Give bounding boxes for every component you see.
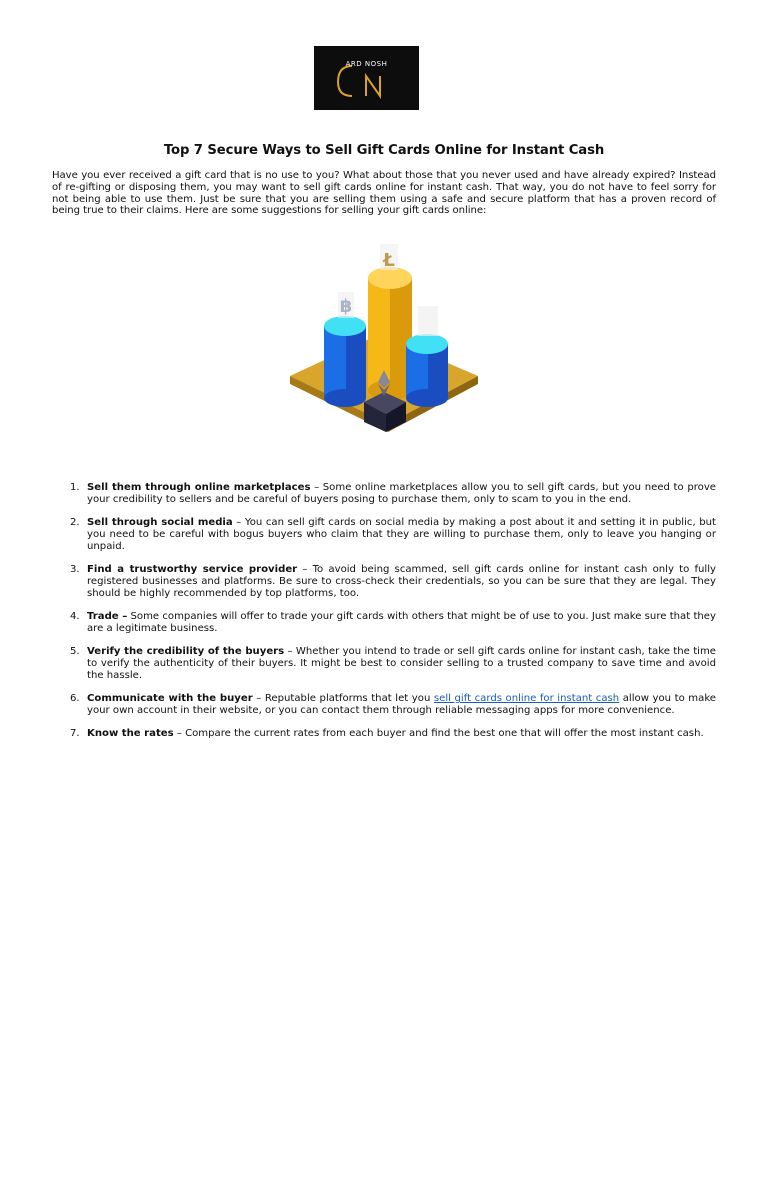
item-text: – Compare the current rates from each buyer and find the best one that will offer the most instant cash. xyxy=(173,728,704,740)
tips-list xyxy=(52,482,716,752)
page-title: Top 7 Secure Ways to Sell Gift Cards Online for Instant Cash xyxy=(163,143,605,158)
item-number: 7. xyxy=(70,728,80,740)
intro-paragraph: Have you ever received a gift card that is no use to you? What about those that you never used and have already expired? Instead of re-gifting or disposing them, you may want to sell gift cards online for instant cash. That way, you do not have to feel sorry for not being able to use them. Just be sure that you are selling them using a safe and secure platform that has a proven record of being true to their claims. Here are some suggestions for selling your gift cards online: xyxy=(52,170,716,217)
list-item xyxy=(52,482,716,505)
item-text: – Reputable platforms that let you xyxy=(252,693,434,705)
item-text: – You can sell gift cards on social media by making a post about it and setting it in public, but you need to be careful with bogus buyers who claim that they are willing to purchase them, only to leave you hanging or unpaid. xyxy=(87,517,716,552)
bitcoin-icon xyxy=(338,292,354,318)
item-heading: Find a trustworthy service provider xyxy=(87,564,298,576)
item-number: 4. xyxy=(70,611,80,623)
list-item xyxy=(52,693,716,716)
list-item xyxy=(52,611,716,634)
sell-gift-cards-link[interactable]: sell gift cards online for instant cash xyxy=(433,693,620,705)
list-item xyxy=(52,728,716,740)
item-text: – Some online marketplaces allow you to sell gift cards, but you need to prove your credibility to sellers and be careful of buyers posing to purchase them, only to scam to you in the end. xyxy=(87,482,717,505)
item-text: Some companies will offer to trade your gift cards with others that might be of use to you. Just make sure that they are a legitimate business. xyxy=(87,611,716,634)
crypto-illustration xyxy=(280,236,490,436)
list-item xyxy=(52,517,716,552)
item-text: – To avoid being scammed, sell gift cards online for instant cash only to fully registered businesses and platforms. Be sure to cross-check their credentials, so you can be sure that they are legal. They should be highly recommended by top platforms, too. xyxy=(87,564,716,599)
logo-text: ARD NOSH xyxy=(345,60,388,68)
item-heading: Trade – xyxy=(87,611,128,623)
item-heading: Sell them through online marketplaces xyxy=(87,482,311,493)
item-heading: Verify the credibility of the buyers xyxy=(87,646,285,658)
item-number: 5. xyxy=(70,646,80,658)
item-heading: Know the rates xyxy=(87,728,174,740)
item-heading: Sell through social media xyxy=(87,517,233,529)
item-number: 2. xyxy=(70,517,80,529)
item-text: allow you to make your own account in their website, or you can contact them through reliable messaging apps for more convenience. xyxy=(87,693,717,716)
litecoin-icon xyxy=(380,244,398,271)
logo xyxy=(314,46,419,110)
svg-text:Ł: Ł xyxy=(383,250,395,271)
item-number: 6. xyxy=(70,693,80,705)
item-heading: Communicate with the buyer xyxy=(87,693,253,705)
list-item xyxy=(52,564,716,599)
list-item xyxy=(52,646,716,681)
logo-mark xyxy=(314,46,419,110)
item-number: 1. xyxy=(70,482,80,493)
svg-text:฿: ฿ xyxy=(339,296,353,317)
item-text: – Whether you intend to trade or sell gift cards online for instant cash, take the time to verify the authenticity of their buyers. It might be best to consider selling to a trusted company to save time and avoid the hassle. xyxy=(87,646,716,681)
item-number: 3. xyxy=(70,564,80,576)
